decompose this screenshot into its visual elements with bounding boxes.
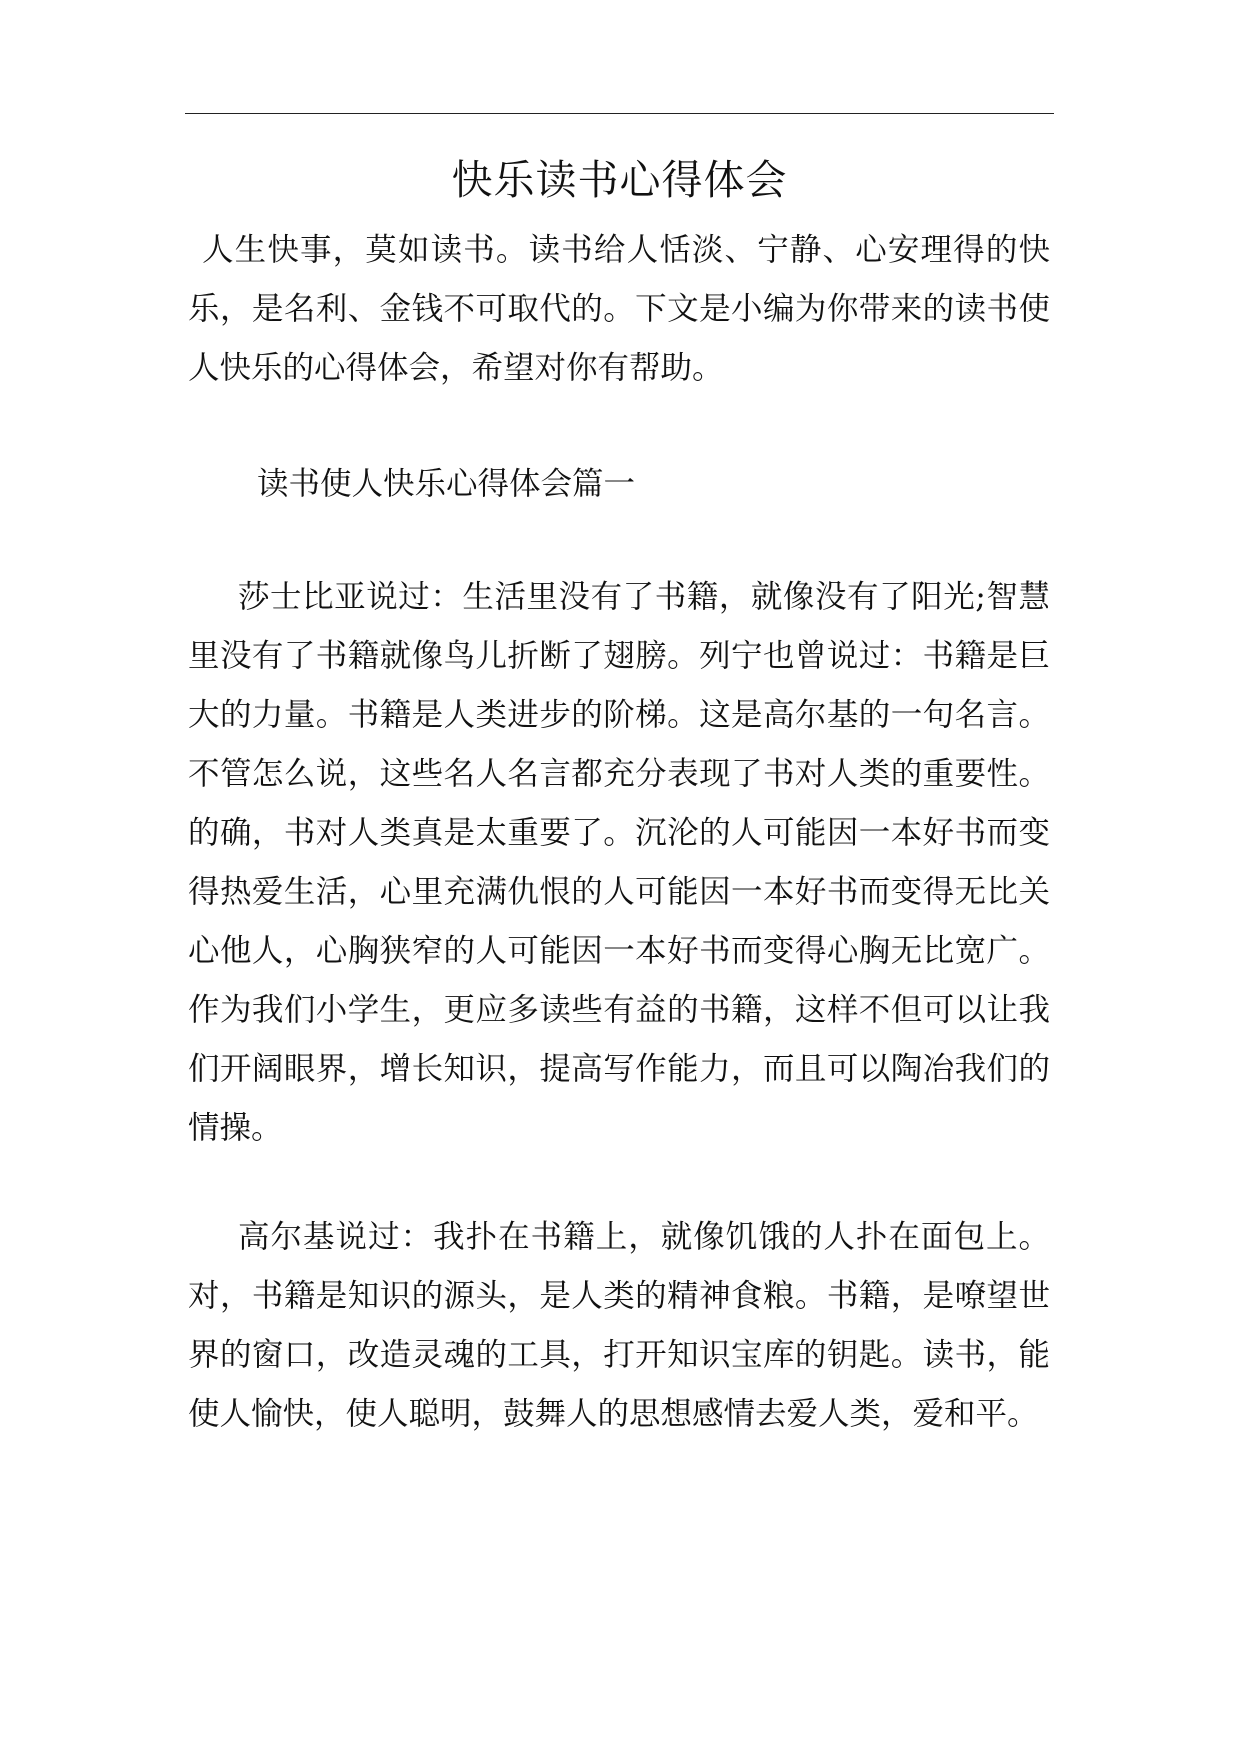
section-heading: 读书使人快乐心得体会篇一 — [257, 466, 636, 502]
header-rule — [185, 113, 1054, 114]
intro-paragraph: 人生快事，莫如读书。读书给人恬淡、宁静、心安理得的快乐，是名利、金钱不可取代的。下文是小编为你带来的读书使人快乐的心得体会，希望对你有帮助。 — [188, 232, 1050, 386]
body-paragraph-2: 高尔基说过：我扑在书籍上，就像饥饿的人扑在面包上。对，书籍是知识的源头，是人类的精神食粮。书籍，是嘹望世界的窗口，改造灵魂的工具，打开知识宝库的钥匙。读书，能使人愉快，使人聪明，鼓舞人的思想感情去爱人类，爱和平。 — [188, 1219, 1050, 1432]
body-paragraph-1: 莎士比亚说过：生活里没有了书籍，就像没有了阳光;智慧里没有了书籍就像鸟儿折断了翅膀。列宁也曾说过：书籍是巨大的力量。书籍是人类进步的阶梯。这是高尔基的一句名言。不管怎么说，这些名人名言都充分表现了书对人类的重要性。的确，书对人类真是太重要了。沉沦的人可能因一本好书而变得热爱生活，心里充满仇恨的人可能因一本好书而变得无比关心他人，心胸狭窄的人可能因一本好书而变得心胸无比宽广。作为我们小学生，更应多读些有益的书籍，这样不但可以让我们开阔眼界，增长知识，提高写作能力，而且可以陶冶我们的情操。 — [188, 579, 1050, 1146]
page-title: 快乐读书心得体会 — [451, 156, 788, 204]
